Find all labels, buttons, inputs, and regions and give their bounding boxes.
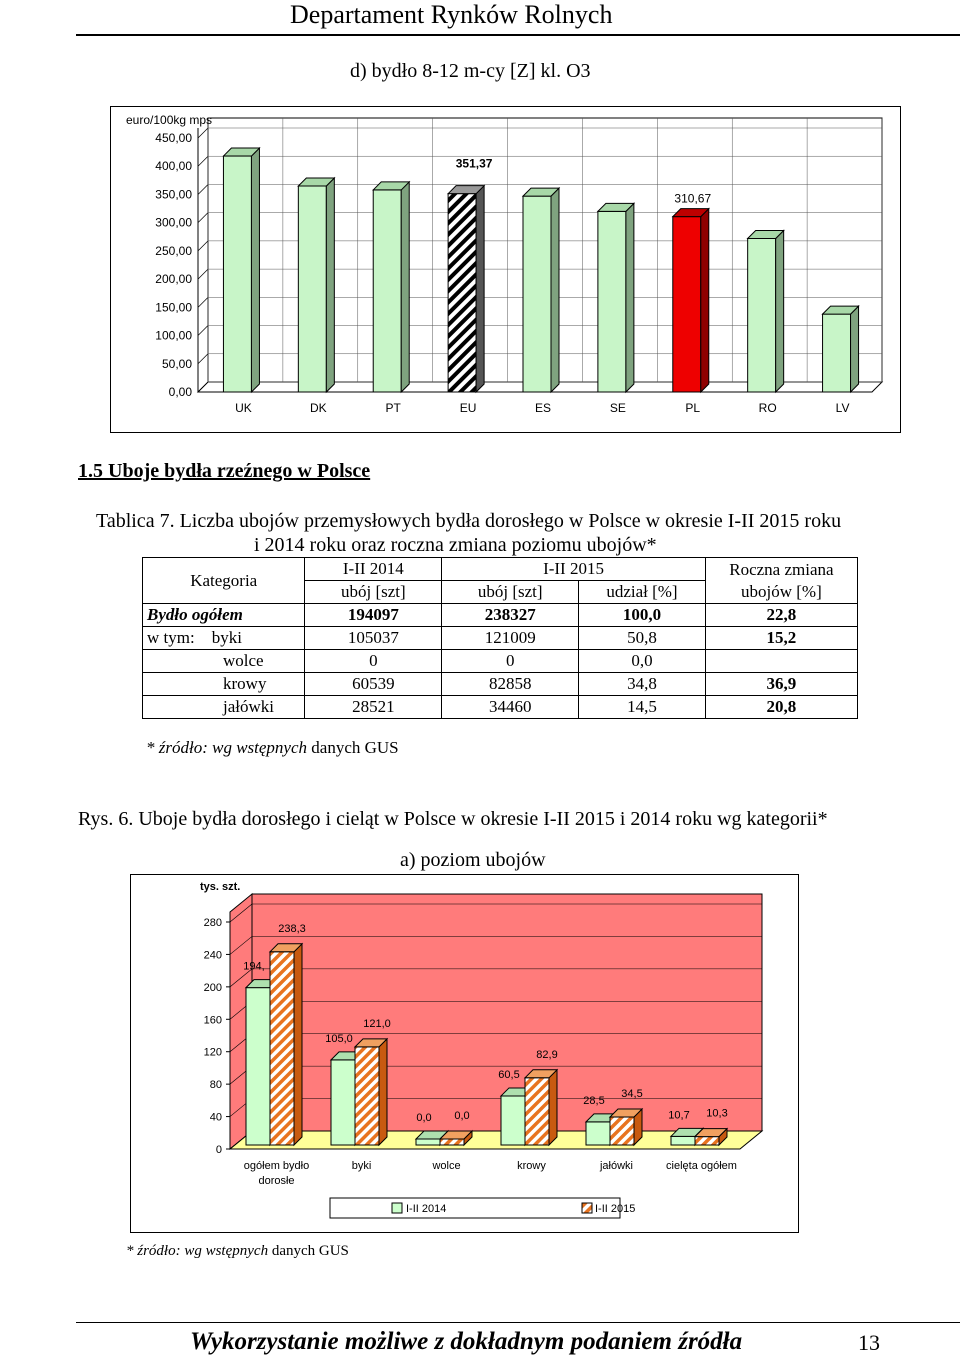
cell [705,650,857,673]
th-kategoria: Kategoria [143,558,305,604]
chart2-bar-2015-side [294,944,302,1145]
chart1-bar-LV-side [851,306,859,392]
chart1-y-tick: 350,00 [155,187,192,202]
cell: 20,8 [705,696,857,719]
chart2-legend-label: I-II 2014 [406,1203,447,1215]
th-2014: I-II 2014 [305,558,442,581]
chart2-bar-2015 [525,1078,549,1145]
th-uboj-2015: ubój [szt] [442,581,579,604]
chart2-data-label: 238,3 [278,922,306,935]
chart1-y-tick: 450,00 [155,131,192,145]
footer-divider [76,1322,960,1323]
table7 [142,557,858,719]
row-label: jałówki [143,696,305,719]
chart2-legend-label: I-II 2015 [595,1203,636,1215]
row-label: krowy [143,673,305,696]
th-udzial: udział [%] [579,581,706,604]
chart2-bar-2015 [610,1117,634,1145]
row-label: Bydło ogółem [143,604,305,627]
chart1-y-label: euro/100kg mps [126,113,213,127]
th-uboj-2014: ubój [szt] [305,581,442,604]
cell: 60539 [305,673,442,696]
table-row [143,673,858,696]
cell: 0,0 [579,650,706,673]
th-zmiana [705,558,857,604]
chart1-x-tick: ES [534,401,552,415]
chart1-y-tick: 200,00 [155,272,192,287]
cell: 0 [305,650,442,673]
table-row [143,627,858,650]
chart1-bar-EU-side [476,186,484,392]
chart1-data-label: 351,37 [455,156,493,171]
chart1-y-tick: 50,00 [161,356,192,371]
chart2-source-rest: danych GUS [271,1243,349,1259]
cell: 36,9 [705,673,857,696]
cell: 15,2 [705,627,857,650]
chart2-legend [330,1198,635,1218]
chart2-y-tick: 40 [209,1111,222,1124]
chart2-bar-2015 [695,1137,719,1145]
chart1-y-tick: 300,00 [155,215,192,230]
chart2-y-tick: 0 [215,1144,222,1156]
row-label: w tym: byki [143,627,305,650]
cell: 0 [442,650,579,673]
chart1-bar-PL [673,217,701,392]
chart2-data-label: 60,5 [498,1068,520,1081]
chart2-x-tick: cielęta ogółem [666,1160,737,1172]
chart1-x-tick: UK [235,401,252,415]
table7-caption-1: Tablica 7. Liczba ubojów przemysłowych bydła dorosłego w Polsce w okresie I-II 2015 roku [96,510,842,532]
chart1-x-tick: LV [835,401,850,415]
chart1-y-tick: 250,00 [155,243,192,258]
page-header-title: Departament Rynków Rolnych [290,0,613,29]
chart2-legend-box [330,1198,620,1218]
chart2-bar-2015 [440,1139,464,1145]
chart1-bar-PL-side [701,209,709,392]
chart2-bar-2014 [671,1136,695,1145]
th-zmiana-2: ubojów [%] [741,581,822,601]
chart2-y-tick: 80 [209,1079,222,1092]
chart2-x-tick: ogółem bydło [243,1160,310,1172]
cell: 34,8 [579,673,706,696]
chart1-bar-ES [523,196,551,392]
chart1-x-tick: RO [758,401,777,415]
chart2-data-label: 82,9 [536,1048,558,1061]
chart2-bar-2014 [586,1122,610,1145]
chart1-y-tick: 150,00 [155,300,192,315]
chart1-bar-ES-side [551,188,559,392]
price-bar-chart [110,106,902,434]
chart2-x-tick: wolce [432,1160,461,1172]
rys6-caption: Rys. 6. Uboje bydła dorosłego i cieląt w Polsce w okresie I-II 2015 i 2014 roku wg kategorii* [78,808,828,830]
chart2-bar-2015 [355,1047,379,1145]
chart2-data-label: 121,0 [363,1017,391,1030]
header-divider [76,34,960,36]
chart2-bar-2015-side [379,1039,387,1145]
chart1-data-label: 310,67 [674,191,712,206]
cell: 100,0 [579,604,706,627]
chart2-x-tick: byki [351,1160,372,1172]
cell: 238327 [442,604,579,627]
chart2-legend-swatch-2015 [582,1203,592,1213]
chart2-source [126,1243,349,1260]
cell: 121009 [442,627,579,650]
chart2-bar-2014 [331,1060,355,1145]
chart1-x-tick: SE [609,401,626,415]
chart1-bar-EU [448,194,476,392]
chart1-x-tick: PT [385,401,401,415]
chart2-data-label: 105,0 [325,1032,353,1045]
cell: 82858 [442,673,579,696]
chart2-bar-2015-side [549,1070,557,1145]
cell: 22,8 [705,604,857,627]
chart1-bar-DK-side [326,178,334,392]
chart1-y-tick: 400,00 [155,159,192,174]
page-number: 13 [858,1330,880,1355]
chart2-caption: a) poziom ubojów [400,849,546,871]
chart2-bar-2014 [501,1096,525,1145]
table7-source-rest: danych GUS [311,738,399,757]
footer-text: Wykorzystanie możliwe z dokładnym podaniem źródła [190,1328,743,1355]
chart2-data-label: 10,7 [668,1109,690,1122]
chart1-bar-PT [373,190,401,392]
chart2-y-tick: 280 [203,917,222,929]
chart2-data-label: 0,0 [454,1110,470,1122]
chart1-bar-DK [298,186,326,392]
chart1-bar-SE-side [626,203,634,392]
cell: 105037 [305,627,442,650]
chart2-y-tick: 240 [203,949,222,962]
chart2-bar-2014 [416,1139,440,1145]
chart2-bar-2015 [270,952,294,1145]
th-2015: I-II 2015 [442,558,706,581]
chart2-data-label: 10,3 [706,1107,728,1120]
chart1-x-tick: EU [459,401,477,415]
chart2-y-tick: 160 [203,1014,222,1027]
table-row [143,650,858,673]
chart1-y-tick: 100,00 [155,328,192,343]
chart2-x-tick: krowy [517,1160,546,1172]
chart2-source-italic: * źródło: wg wstępnych [126,1243,272,1259]
cell: 50,8 [579,627,706,650]
chart1-x-tick: DK [309,401,327,415]
table7-caption-2: i 2014 roku oraz roczna zmiana poziomu ubojów* [254,534,657,556]
chart1-bar-PT-side [401,182,409,392]
section-heading: 1.5 Uboje bydła rzeźnego w Polsce [78,460,371,482]
cell: 194097 [305,604,442,627]
chart1-bar-SE [598,211,626,392]
cell: 14,5 [579,696,706,719]
chart2-x-tick: dorosłe [258,1175,295,1187]
cell: 28521 [305,696,442,719]
chart2-data-label: 28,5 [583,1094,605,1107]
chart2-data-label: 34,5 [621,1088,643,1101]
chart1-x-tick: PL [685,401,701,415]
chart2-data-label: 194, [243,960,265,973]
chart2-y-tick: 120 [203,1046,222,1059]
cell: 34460 [442,696,579,719]
chart2-legend-swatch-2014 [392,1203,402,1213]
slaughter-bar-chart [130,874,800,1234]
chart1-bar-LV [823,314,851,392]
chart1-caption: d) bydło 8-12 m-cy [Z] kl. O3 [350,60,591,82]
row-label: wolce [143,650,305,673]
chart1-bar-UK-side [251,148,259,392]
chart2-y-tick: 200 [203,981,222,994]
th-zmiana-1: Roczna zmiana [729,559,834,579]
chart2-y-label: tys. szt. [200,881,241,893]
chart2-x-tick: jałówki [599,1160,634,1172]
chart2-bar-2014 [246,988,270,1145]
table7-source-italic: * źródło: wg wstępnych [146,738,312,757]
chart1-bar-RO [748,238,776,392]
chart1-bar-UK [223,156,251,392]
table7-source [146,738,399,758]
chart2-data-label: 0,0 [416,1112,432,1124]
chart1-y-tick: 0,00 [168,385,192,399]
chart1-bar-RO-side [776,230,784,392]
table-row [143,604,858,627]
table-row [143,696,858,719]
